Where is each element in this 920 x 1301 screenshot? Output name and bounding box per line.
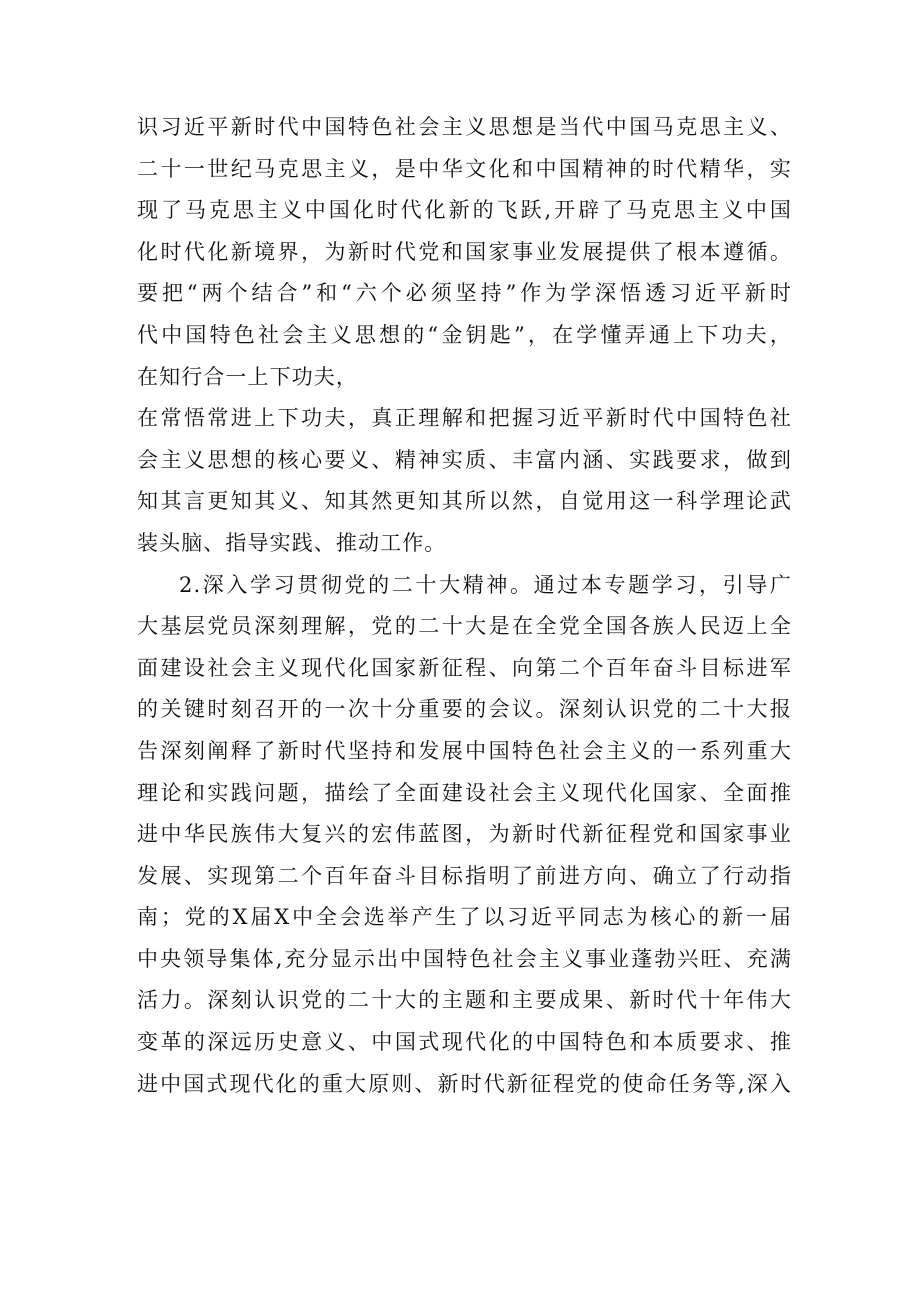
text-line: 告深刻阐释了新时代坚持和发展中国特色社会主义的一系列重大 xyxy=(137,738,792,763)
text-line: 进中国式现代化的重大原则、新时代新征程党的使命任务等,深入 xyxy=(137,1071,792,1096)
text-line: 识习近平新时代中国特色社会主义思想是当代中国马克思主义、 xyxy=(137,115,792,139)
text-line: 大基层党员深刻理解，党的二十大是在全党全国各族人民迈上全 xyxy=(137,614,792,639)
text-line: 2.深入学习贯彻党的二十大精神。通过本专题学习，引导广 xyxy=(179,572,792,597)
text-line: 知其言更知其义、知其然更知其所以然，自觉用这一科学理论武 xyxy=(137,489,792,514)
text-line: 的关键时刻召开的一次十分重要的会议。深刻认识党的二十大报 xyxy=(137,697,792,722)
text-line: 会主义思想的核心要义、精神实质、丰富内涵、实践要求，做到 xyxy=(137,447,792,472)
text-line: 要把“两个结合”和“六个必须坚持”作为学深悟透习近平新时 xyxy=(137,281,792,306)
text-line: 中央领导集体,充分显示出中国特色社会主义事业蓬勃兴旺、充满 xyxy=(137,946,792,971)
text-line: 在常悟常进上下功夫，真正理解和把握习近平新时代中国特色社 xyxy=(137,406,792,431)
text-line: 装头脑、指导实践、推动工作。 xyxy=(137,530,447,555)
document-body-text xyxy=(137,107,792,1105)
text-line: 活力。深刻认识党的二十大的主题和主要成果、新时代十年伟大 xyxy=(137,988,792,1013)
text-line: 二十一世纪马克思主义，是中华文化和中国精神的时代精华，实 xyxy=(137,156,792,181)
text-line: 代中国特色社会主义思想的“金钥匙”，在学懂弄通上下功夫， xyxy=(137,322,792,347)
text-line: 现了马克思主义中国化时代化新的飞跃,开辟了马克思主义中国 xyxy=(137,198,792,223)
text-line: 在知行合一上下功夫， xyxy=(137,364,358,389)
text-line: 理论和实践问题，描绘了全面建设社会主义现代化国家、全面推 xyxy=(137,780,792,805)
text-line: 变革的深远历史意义、中国式现代化的中国特色和本质要求、推 xyxy=(137,1030,792,1055)
text-line: 发展、实现第二个百年奋斗目标指明了前进方向、确立了行动指 xyxy=(137,863,792,888)
text-line: 南；党的X届X中全会选举产生了以习近平同志为核心的新一届 xyxy=(137,905,792,930)
text-line: 化时代化新境界，为新时代党和国家事业发展提供了根本遵循。 xyxy=(137,239,792,264)
text-line: 面建设社会主义现代化国家新征程、向第二个百年奋斗目标进军 xyxy=(137,655,792,680)
text-line: 进中华民族伟大复兴的宏伟蓝图，为新时代新征程党和国家事业 xyxy=(137,822,792,847)
